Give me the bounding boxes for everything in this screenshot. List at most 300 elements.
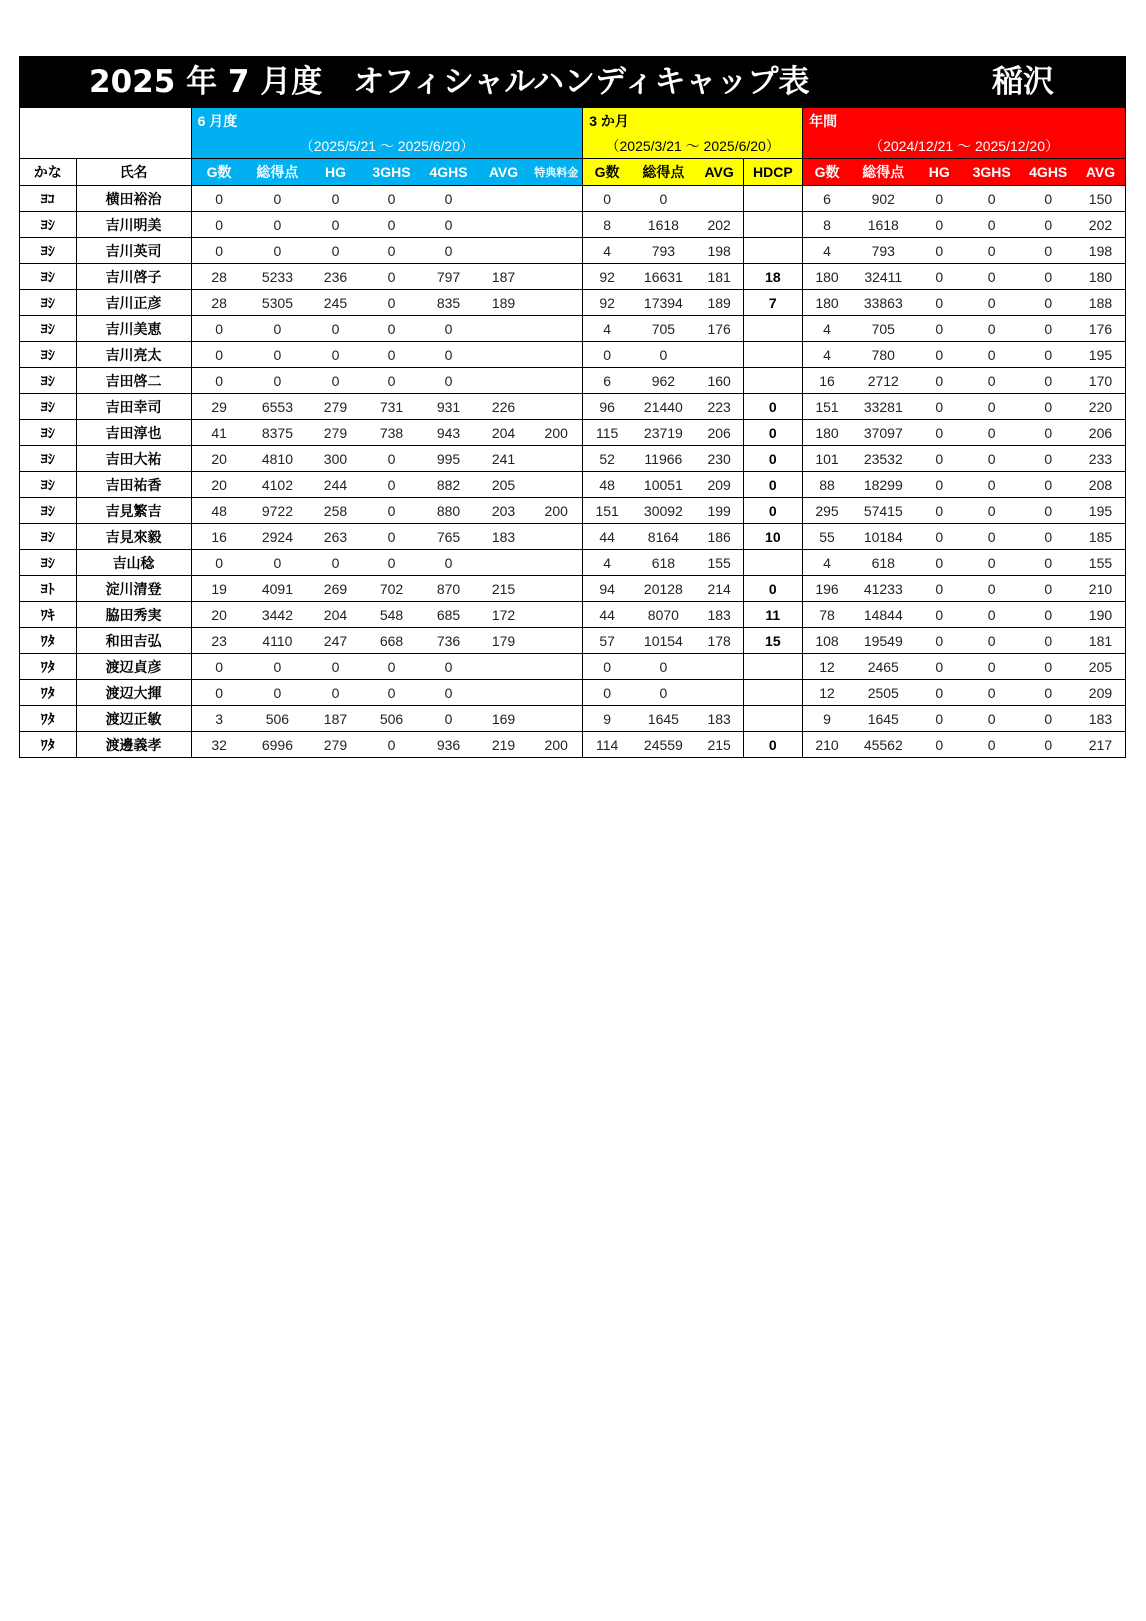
- cell-month-4ghs: 880: [420, 498, 477, 524]
- col-header-name: 氏名: [76, 159, 191, 186]
- cell-year-4ghs: 0: [1020, 290, 1075, 316]
- cell-bonus-fee: [530, 264, 583, 290]
- cell-year-avg: 195: [1076, 342, 1126, 368]
- cell-month-4ghs: 0: [420, 706, 477, 732]
- cell-month-avg: [477, 654, 530, 680]
- cell-3m-avg: 215: [696, 732, 743, 758]
- cell-year-3ghs: 0: [963, 368, 1021, 394]
- table-row: [20, 706, 1126, 732]
- cell-year-avg: 183: [1076, 706, 1126, 732]
- cell-year-avg: 202: [1076, 212, 1126, 238]
- cell-year-3ghs: 0: [963, 498, 1021, 524]
- page-title: 2025 年 7 月度 オフィシャルハンディキャップ表: [89, 64, 810, 100]
- cell-bonus-fee: [530, 550, 583, 576]
- cell-name: 吉川明美: [76, 212, 191, 238]
- cell-month-total: 0: [247, 238, 309, 264]
- cell-month-4ghs: 0: [420, 654, 477, 680]
- cell-month-3ghs: 0: [363, 732, 421, 758]
- cell-3m-total: 30092: [631, 498, 696, 524]
- table-row: [20, 732, 1126, 758]
- cell-name: 脇田秀実: [76, 602, 191, 628]
- cell-month-games: 0: [191, 238, 246, 264]
- cell-year-3ghs: 0: [963, 680, 1021, 706]
- cell-year-3ghs: 0: [963, 238, 1021, 264]
- cell-month-3ghs: 0: [363, 290, 421, 316]
- cell-year-total: 780: [851, 342, 916, 368]
- col-header-year-4ghs: 4GHS: [1020, 159, 1075, 186]
- cell-3m-total: 793: [631, 238, 696, 264]
- cell-hdcp: 0: [743, 472, 803, 498]
- cell-year-total: 23532: [851, 446, 916, 472]
- cell-month-3ghs: 548: [363, 602, 421, 628]
- cell-year-avg: 170: [1076, 368, 1126, 394]
- cell-year-3ghs: 0: [963, 472, 1021, 498]
- cell-month-games: 0: [191, 550, 246, 576]
- cell-hdcp: [743, 212, 803, 238]
- cell-month-3ghs: 0: [363, 186, 421, 212]
- cell-3m-games: 52: [583, 446, 631, 472]
- cell-month-3ghs: 668: [363, 628, 421, 654]
- cell-kana: ﾜﾀ: [20, 654, 77, 680]
- cell-3m-games: 4: [583, 550, 631, 576]
- cell-bonus-fee: 200: [530, 498, 583, 524]
- cell-month-avg: 187: [477, 264, 530, 290]
- cell-year-4ghs: 0: [1020, 316, 1075, 342]
- cell-year-4ghs: 0: [1020, 732, 1075, 758]
- cell-month-4ghs: 0: [420, 186, 477, 212]
- cell-3m-avg: 186: [696, 524, 743, 550]
- cell-year-games: 78: [803, 602, 851, 628]
- cell-hdcp: 7: [743, 290, 803, 316]
- cell-month-hg: 0: [308, 212, 362, 238]
- cell-year-3ghs: 0: [963, 706, 1021, 732]
- cell-year-3ghs: 0: [963, 602, 1021, 628]
- cell-3m-total: 962: [631, 368, 696, 394]
- cell-month-total: 0: [247, 212, 309, 238]
- cell-month-total: 5305: [247, 290, 309, 316]
- cell-month-total: 0: [247, 186, 309, 212]
- cell-3m-total: 10051: [631, 472, 696, 498]
- cell-month-games: 20: [191, 602, 246, 628]
- cell-3m-games: 0: [583, 186, 631, 212]
- cell-name: 吉川啓子: [76, 264, 191, 290]
- table-row: [20, 576, 1126, 602]
- cell-bonus-fee: [530, 186, 583, 212]
- cell-bonus-fee: [530, 472, 583, 498]
- cell-kana: ﾖｼ: [20, 212, 77, 238]
- cell-hdcp: 0: [743, 732, 803, 758]
- cell-year-avg: 205: [1076, 654, 1126, 680]
- col-header-year-avg: AVG: [1076, 159, 1126, 186]
- cell-year-3ghs: 0: [963, 212, 1021, 238]
- cell-3m-total: 0: [631, 186, 696, 212]
- col-header-year-total: 総得点: [851, 159, 916, 186]
- cell-month-hg: 279: [308, 420, 362, 446]
- table-row: [20, 238, 1126, 264]
- cell-year-total: 57415: [851, 498, 916, 524]
- cell-3m-total: 20128: [631, 576, 696, 602]
- cell-year-4ghs: 0: [1020, 550, 1075, 576]
- cell-3m-total: 23719: [631, 420, 696, 446]
- cell-3m-games: 0: [583, 680, 631, 706]
- cell-month-3ghs: 0: [363, 654, 421, 680]
- table-row: [20, 342, 1126, 368]
- cell-kana: ﾜﾀ: [20, 680, 77, 706]
- cell-year-avg: 209: [1076, 680, 1126, 706]
- cell-3m-games: 0: [583, 654, 631, 680]
- cell-3m-avg: 183: [696, 706, 743, 732]
- cell-month-hg: 0: [308, 368, 362, 394]
- cell-month-4ghs: 0: [420, 238, 477, 264]
- col-header-month-games: G数: [191, 159, 246, 186]
- cell-hdcp: [743, 186, 803, 212]
- cell-3m-total: 0: [631, 342, 696, 368]
- cell-year-avg: 195: [1076, 498, 1126, 524]
- cell-year-4ghs: 0: [1020, 706, 1075, 732]
- cell-month-3ghs: 0: [363, 316, 421, 342]
- col-header-3m-total: 総得点: [631, 159, 696, 186]
- cell-month-avg: 183: [477, 524, 530, 550]
- cell-kana: ﾖｼ: [20, 264, 77, 290]
- cell-month-hg: 0: [308, 550, 362, 576]
- cell-hdcp: [743, 706, 803, 732]
- cell-year-avg: 198: [1076, 238, 1126, 264]
- cell-year-avg: 155: [1076, 550, 1126, 576]
- cell-name: 横田裕治: [76, 186, 191, 212]
- cell-name: 吉見來毅: [76, 524, 191, 550]
- cell-month-total: 4810: [247, 446, 309, 472]
- cell-kana: ﾖｼ: [20, 394, 77, 420]
- cell-hdcp: [743, 342, 803, 368]
- cell-month-3ghs: 0: [363, 524, 421, 550]
- cell-name: 吉山稔: [76, 550, 191, 576]
- cell-month-4ghs: 685: [420, 602, 477, 628]
- cell-hdcp: 10: [743, 524, 803, 550]
- table-row: [20, 186, 1126, 212]
- cell-3m-games: 115: [583, 420, 631, 446]
- title-bar: [19, 56, 1126, 108]
- cell-month-total: 0: [247, 680, 309, 706]
- col-header-month-total: 総得点: [247, 159, 309, 186]
- cell-year-total: 2505: [851, 680, 916, 706]
- cell-hdcp: 0: [743, 498, 803, 524]
- cell-month-total: 0: [247, 368, 309, 394]
- cell-3m-avg: 198: [696, 238, 743, 264]
- cell-bonus-fee: [530, 706, 583, 732]
- cell-bonus-fee: [530, 680, 583, 706]
- cell-month-4ghs: 931: [420, 394, 477, 420]
- cell-year-games: 108: [803, 628, 851, 654]
- cell-year-hg: 0: [916, 238, 963, 264]
- cell-name: 吉川英司: [76, 238, 191, 264]
- col-header-year-3ghs: 3GHS: [963, 159, 1021, 186]
- cell-month-3ghs: 702: [363, 576, 421, 602]
- cell-name: 吉川正彦: [76, 290, 191, 316]
- cell-year-games: 180: [803, 420, 851, 446]
- cell-year-3ghs: 0: [963, 186, 1021, 212]
- cell-year-hg: 0: [916, 628, 963, 654]
- cell-month-hg: 0: [308, 654, 362, 680]
- cell-month-4ghs: 0: [420, 342, 477, 368]
- cell-month-4ghs: 882: [420, 472, 477, 498]
- cell-bonus-fee: [530, 342, 583, 368]
- cell-month-4ghs: 0: [420, 316, 477, 342]
- cell-3m-games: 151: [583, 498, 631, 524]
- cell-hdcp: 0: [743, 446, 803, 472]
- cell-3m-avg: 230: [696, 446, 743, 472]
- cell-year-games: 4: [803, 316, 851, 342]
- cell-year-hg: 0: [916, 264, 963, 290]
- cell-hdcp: 0: [743, 420, 803, 446]
- cell-month-4ghs: 0: [420, 680, 477, 706]
- col-header-hdcp: HDCP: [743, 159, 803, 186]
- table-row: [20, 498, 1126, 524]
- cell-name: 吉田淳也: [76, 420, 191, 446]
- cell-month-hg: 247: [308, 628, 362, 654]
- cell-hdcp: 0: [743, 576, 803, 602]
- cell-year-avg: 181: [1076, 628, 1126, 654]
- cell-month-3ghs: 731: [363, 394, 421, 420]
- cell-year-avg: 217: [1076, 732, 1126, 758]
- col-header-bonus-fee: 特典料金: [530, 159, 583, 186]
- cell-month-4ghs: 936: [420, 732, 477, 758]
- cell-year-hg: 0: [916, 394, 963, 420]
- cell-month-avg: [477, 368, 530, 394]
- cell-kana: ﾜｷ: [20, 602, 77, 628]
- cell-month-avg: 172: [477, 602, 530, 628]
- cell-year-4ghs: 0: [1020, 394, 1075, 420]
- cell-hdcp: [743, 680, 803, 706]
- cell-kana: ﾖｼ: [20, 342, 77, 368]
- cell-month-4ghs: 765: [420, 524, 477, 550]
- cell-year-3ghs: 0: [963, 550, 1021, 576]
- cell-month-games: 0: [191, 212, 246, 238]
- table-row: [20, 264, 1126, 290]
- cell-month-hg: 236: [308, 264, 362, 290]
- col-header-3m-avg: AVG: [696, 159, 743, 186]
- group-three-month-range: （2025/3/21 ～ 2025/6/20）: [583, 133, 803, 159]
- cell-month-games: 20: [191, 446, 246, 472]
- cell-3m-avg: [696, 186, 743, 212]
- cell-name: 渡辺貞彦: [76, 654, 191, 680]
- cell-year-total: 14844: [851, 602, 916, 628]
- cell-month-4ghs: 736: [420, 628, 477, 654]
- cell-year-avg: 150: [1076, 186, 1126, 212]
- cell-3m-avg: 202: [696, 212, 743, 238]
- cell-3m-total: 618: [631, 550, 696, 576]
- cell-year-4ghs: 0: [1020, 680, 1075, 706]
- cell-year-3ghs: 0: [963, 524, 1021, 550]
- col-header-month-4ghs: 4GHS: [420, 159, 477, 186]
- cell-month-avg: 215: [477, 576, 530, 602]
- cell-year-hg: 0: [916, 706, 963, 732]
- cell-month-hg: 279: [308, 732, 362, 758]
- cell-year-total: 45562: [851, 732, 916, 758]
- cell-3m-games: 8: [583, 212, 631, 238]
- cell-year-3ghs: 0: [963, 316, 1021, 342]
- cell-month-4ghs: 0: [420, 550, 477, 576]
- cell-month-total: 5233: [247, 264, 309, 290]
- cell-3m-total: 10154: [631, 628, 696, 654]
- cell-month-4ghs: 0: [420, 368, 477, 394]
- cell-kana: ﾖｼ: [20, 498, 77, 524]
- cell-year-3ghs: 0: [963, 576, 1021, 602]
- cell-name: 吉川美恵: [76, 316, 191, 342]
- table-row: [20, 446, 1126, 472]
- cell-year-hg: 0: [916, 212, 963, 238]
- cell-month-avg: [477, 238, 530, 264]
- cell-year-total: 705: [851, 316, 916, 342]
- cell-bonus-fee: [530, 368, 583, 394]
- cell-month-avg: 219: [477, 732, 530, 758]
- cell-month-hg: 245: [308, 290, 362, 316]
- cell-3m-avg: 178: [696, 628, 743, 654]
- cell-3m-avg: 160: [696, 368, 743, 394]
- cell-bonus-fee: 200: [530, 732, 583, 758]
- cell-year-avg: 176: [1076, 316, 1126, 342]
- cell-bonus-fee: [530, 316, 583, 342]
- cell-month-hg: 258: [308, 498, 362, 524]
- cell-year-total: 19549: [851, 628, 916, 654]
- cell-hdcp: [743, 654, 803, 680]
- cell-3m-games: 0: [583, 342, 631, 368]
- cell-month-hg: 0: [308, 316, 362, 342]
- cell-year-avg: 188: [1076, 290, 1126, 316]
- cell-month-4ghs: 797: [420, 264, 477, 290]
- cell-hdcp: 0: [743, 394, 803, 420]
- group-month-label: 6 月度: [191, 108, 583, 133]
- cell-year-hg: 0: [916, 654, 963, 680]
- cell-year-4ghs: 0: [1020, 654, 1075, 680]
- cell-year-3ghs: 0: [963, 420, 1021, 446]
- cell-year-total: 18299: [851, 472, 916, 498]
- cell-bonus-fee: [530, 524, 583, 550]
- cell-year-hg: 0: [916, 576, 963, 602]
- cell-3m-games: 57: [583, 628, 631, 654]
- cell-month-hg: 0: [308, 186, 362, 212]
- col-header-month-avg: AVG: [477, 159, 530, 186]
- cell-month-games: 41: [191, 420, 246, 446]
- cell-kana: ﾖｼ: [20, 368, 77, 394]
- cell-month-games: 16: [191, 524, 246, 550]
- cell-kana: ﾜﾀ: [20, 628, 77, 654]
- cell-month-games: 28: [191, 290, 246, 316]
- cell-3m-games: 9: [583, 706, 631, 732]
- cell-kana: ﾖｺ: [20, 186, 77, 212]
- table-row: [20, 602, 1126, 628]
- cell-year-total: 37097: [851, 420, 916, 446]
- table-row: [20, 290, 1126, 316]
- table-row: [20, 472, 1126, 498]
- cell-3m-games: 4: [583, 316, 631, 342]
- cell-3m-games: 48: [583, 472, 631, 498]
- cell-year-games: 12: [803, 654, 851, 680]
- col-header-year-hg: HG: [916, 159, 963, 186]
- table-row: [20, 394, 1126, 420]
- col-header-kana: かな: [20, 159, 77, 186]
- cell-month-games: 0: [191, 680, 246, 706]
- cell-month-avg: 189: [477, 290, 530, 316]
- cell-year-4ghs: 0: [1020, 212, 1075, 238]
- cell-3m-total: 1618: [631, 212, 696, 238]
- cell-year-4ghs: 0: [1020, 264, 1075, 290]
- group-year-label: 年間: [803, 108, 1126, 133]
- cell-month-total: 4091: [247, 576, 309, 602]
- group-three-month-label: 3 か月: [583, 108, 803, 133]
- cell-month-3ghs: 0: [363, 498, 421, 524]
- cell-bonus-fee: [530, 654, 583, 680]
- cell-month-hg: 0: [308, 342, 362, 368]
- cell-3m-avg: [696, 680, 743, 706]
- cell-month-games: 48: [191, 498, 246, 524]
- cell-year-hg: 0: [916, 446, 963, 472]
- cell-month-total: 506: [247, 706, 309, 732]
- cell-year-3ghs: 0: [963, 628, 1021, 654]
- cell-month-total: 9722: [247, 498, 309, 524]
- cell-year-total: 33863: [851, 290, 916, 316]
- cell-year-games: 295: [803, 498, 851, 524]
- cell-year-avg: 190: [1076, 602, 1126, 628]
- cell-month-hg: 244: [308, 472, 362, 498]
- cell-kana: ﾖｼ: [20, 524, 77, 550]
- cell-month-avg: 204: [477, 420, 530, 446]
- cell-year-3ghs: 0: [963, 446, 1021, 472]
- cell-kana: ﾖﾄ: [20, 576, 77, 602]
- cell-year-hg: 0: [916, 732, 963, 758]
- cell-year-4ghs: 0: [1020, 446, 1075, 472]
- cell-month-total: 0: [247, 316, 309, 342]
- cell-year-games: 55: [803, 524, 851, 550]
- table-body: [20, 186, 1126, 758]
- cell-name: 吉田幸司: [76, 394, 191, 420]
- cell-3m-total: 0: [631, 680, 696, 706]
- cell-year-hg: 0: [916, 420, 963, 446]
- group-month-range: （2025/5/21 ～ 2025/6/20）: [191, 133, 583, 159]
- cell-year-avg: 208: [1076, 472, 1126, 498]
- cell-3m-total: 8070: [631, 602, 696, 628]
- cell-year-total: 1645: [851, 706, 916, 732]
- cell-3m-games: 96: [583, 394, 631, 420]
- cell-year-games: 151: [803, 394, 851, 420]
- cell-kana: ﾖｼ: [20, 550, 77, 576]
- cell-month-avg: [477, 342, 530, 368]
- cell-month-avg: [477, 550, 530, 576]
- table-row: [20, 628, 1126, 654]
- cell-name: 吉見繁吉: [76, 498, 191, 524]
- table-row: [20, 316, 1126, 342]
- cell-month-3ghs: 0: [363, 446, 421, 472]
- cell-bonus-fee: [530, 446, 583, 472]
- cell-year-games: 4: [803, 238, 851, 264]
- cell-month-3ghs: 0: [363, 212, 421, 238]
- cell-year-4ghs: 0: [1020, 498, 1075, 524]
- cell-month-total: 8375: [247, 420, 309, 446]
- cell-month-games: 0: [191, 368, 246, 394]
- cell-year-3ghs: 0: [963, 732, 1021, 758]
- cell-year-hg: 0: [916, 602, 963, 628]
- cell-year-3ghs: 0: [963, 342, 1021, 368]
- cell-kana: ﾖｼ: [20, 420, 77, 446]
- cell-hdcp: 15: [743, 628, 803, 654]
- cell-month-3ghs: 0: [363, 342, 421, 368]
- cell-month-avg: [477, 212, 530, 238]
- table-row: [20, 368, 1126, 394]
- cell-year-3ghs: 0: [963, 264, 1021, 290]
- cell-3m-games: 114: [583, 732, 631, 758]
- cell-year-hg: 0: [916, 186, 963, 212]
- cell-bonus-fee: [530, 238, 583, 264]
- cell-name: 吉川亮太: [76, 342, 191, 368]
